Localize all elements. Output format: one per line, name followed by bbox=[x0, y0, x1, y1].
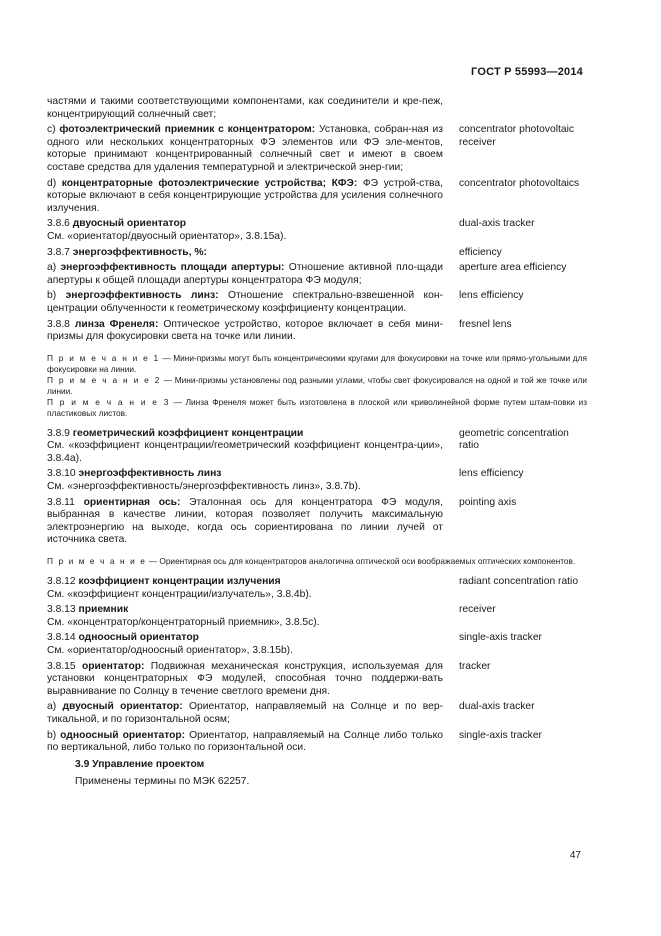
term-row bbox=[47, 604, 587, 629]
term-row bbox=[47, 468, 587, 493]
term-definition-ru: 3.8.10 энергоэффективность линз См. «энергоэффективность/энергоэффективность линз», 3.8.7b). bbox=[47, 468, 361, 493]
term-english: efficiency bbox=[459, 246, 502, 258]
term-row bbox=[47, 247, 587, 260]
section-text: Применены термины по МЭК 62257. bbox=[75, 775, 250, 787]
note-text: — Ориентирная ось для концентраторов аналогична оптической оси воображаемых оптических компонентов. bbox=[146, 556, 576, 567]
note-text: — Линза Френеля может быть изготовлена в плоской или криволинейной форме путем штам-повки из пластиковых листов. bbox=[47, 396, 587, 418]
term-row bbox=[47, 730, 587, 755]
term-row bbox=[47, 178, 587, 216]
term-english: lens efficiency bbox=[459, 468, 524, 480]
term-row bbox=[47, 319, 587, 344]
term-definition-ru: 3.8.15 ориентатор: Подвижная механическая конструкция, используемая для установки концентраторных ФЭ модулей, способная точно поддержи-вать выравнивание по Солнцу в течение светлого времени дня. bbox=[47, 660, 443, 697]
term-english: concentrator photovoltaics bbox=[459, 177, 580, 189]
term-definition-ru: 3.8.13 приемник См. «концентратор/концентраторный приемник», 3.8.5с). bbox=[47, 604, 320, 628]
term-row bbox=[47, 218, 587, 243]
term-english: concentrator photovoltaic receiver bbox=[459, 124, 575, 148]
term-row bbox=[47, 661, 587, 699]
note-pointing-axis bbox=[47, 556, 587, 567]
section-3-9 bbox=[47, 758, 587, 788]
term-definition-ru: 3.8.8 линза Френеля: Оптическое устройство, которое включает в себя мини-призмы для фокусировки света на точке или линии. bbox=[47, 318, 444, 343]
term-definition-ru: a) двуосный ориентатор: Ориентатор, направляемый на Солнце и по вер-тикальной, и по горизонтальной осям; bbox=[47, 701, 443, 725]
term-english: tracker bbox=[459, 660, 491, 672]
term-definition-ru: d) концентраторные фотоэлектрические устройства; КФЭ: ФЭ устрой-ства, которые включают в себя концентрирующие устройства для усиления солнечного излучения. bbox=[47, 177, 443, 214]
note-item bbox=[47, 375, 587, 397]
term-definition-ru: a) энергоэффективность площади апертуры: Отношение активной пло-щади апертуры к общей площади апертуры концентратора ФЭ модуля; bbox=[47, 262, 443, 286]
term-row bbox=[47, 262, 587, 287]
term-english bbox=[459, 96, 587, 121]
note-text: — Мини-призмы установлены под разными углами, чтобы свет фокусировался на одной и той же точке или линии. bbox=[47, 374, 587, 396]
term-english: single-axis tracker bbox=[459, 632, 542, 644]
term-row bbox=[47, 701, 587, 726]
note-label: П р и м е ч а н и е 3 bbox=[47, 396, 170, 407]
term-english: lens efficiency bbox=[459, 290, 524, 302]
notes-block-1 bbox=[47, 353, 587, 419]
term-english: radiant concentration ratio bbox=[459, 576, 579, 588]
term-definition-ru: 3.8.7 энергоэффективность, %: bbox=[47, 246, 207, 258]
term-definition-ru: 3.8.14 одноосный ориентатор См. «ориентатор/одноосный ориентатор», 3.8.15b). bbox=[47, 632, 293, 656]
term-row bbox=[47, 290, 587, 315]
term-row bbox=[47, 497, 587, 547]
term-english: fresnel lens bbox=[459, 318, 512, 330]
terms-block-1 bbox=[47, 96, 587, 344]
page-number: 47 bbox=[569, 850, 581, 861]
term-english: dual-axis tracker bbox=[459, 218, 535, 230]
term-row bbox=[47, 96, 587, 121]
note-label: П р и м е ч а н и е 1 bbox=[47, 352, 160, 363]
term-definition-ru: 3.8.9 геометрический коэффициент концентрации См. «коэффициент концентрации/геометрический коэффициент концентра-ции», 3.8.4а). bbox=[47, 427, 443, 464]
note-item bbox=[47, 397, 587, 419]
term-definition-ru: c) фотоэлектрический приемник с концентратором: Установка, собран-ная из одного или нескольких концентраторных ФЭ элементов или ФЭ эле-ментов, которые принимают концентрированный солнечный свет и имеют в своем составе средства для удаления температурной и электрической энер-гии; bbox=[47, 124, 443, 173]
term-definition-ru: частями и такими соответствующими компонентами, как соединители и кре-пеж, концентрирующий солнечный свет; bbox=[47, 96, 443, 120]
document-header: ГОСТ Р 55993—2014 bbox=[471, 66, 583, 78]
note-text: — Мини-призмы могут быть концентрическими кругами для фокусировки на точке или прямо-угольными для фокусировки на линии. bbox=[47, 352, 587, 374]
note-item bbox=[47, 353, 587, 375]
term-row bbox=[47, 632, 587, 657]
term-definition-ru: 3.8.12 коэффициент концентрации излучения См. «коэффициент концентрации/излучатель», 3.8.4b). bbox=[47, 576, 312, 600]
terms-block-2 bbox=[47, 428, 587, 547]
term-english: aperture area efficiency bbox=[459, 262, 567, 274]
term-definition-ru: 3.8.11 ориентирная ось: Эталонная ось для концентратора ФЭ модуля, выбранная в качестве линии, которая позволяет получить максимальную электроэнергию на выходе, когда ось сориентирована по линии лучей от источника света. bbox=[47, 496, 443, 546]
document-body bbox=[47, 96, 587, 788]
terms-block-3 bbox=[47, 576, 587, 755]
term-definition-ru: 3.8.6 двуосный ориентатор См. «ориентатор/двуосный ориентатор», 3.8.15а). bbox=[47, 218, 287, 242]
term-definition-ru: b) одноосный ориентатор: Ориентатор, направляемый на Солнце либо только по вертикальной, либо только по горизонтальной оси. bbox=[47, 729, 443, 754]
term-english: single-axis tracker bbox=[459, 729, 542, 741]
term-row bbox=[47, 576, 587, 601]
term-english: receiver bbox=[459, 604, 496, 616]
note-label: П р и м е ч а н и е bbox=[47, 556, 147, 567]
term-row bbox=[47, 428, 587, 466]
term-row bbox=[47, 124, 587, 174]
section-title: 3.9 Управление проектом bbox=[75, 758, 205, 770]
term-english: dual-axis tracker bbox=[459, 701, 535, 713]
term-english: pointing axis bbox=[459, 496, 517, 508]
term-english: geometric concentration ratio bbox=[459, 427, 569, 452]
note-label: П р и м е ч а н и е 2 bbox=[47, 374, 161, 385]
term-definition-ru: b) энергоэффективность линз: Отношение спектрально-взвешенной кон-центрации облученности к геометрическому коэффициенту концентрации. bbox=[47, 290, 443, 314]
